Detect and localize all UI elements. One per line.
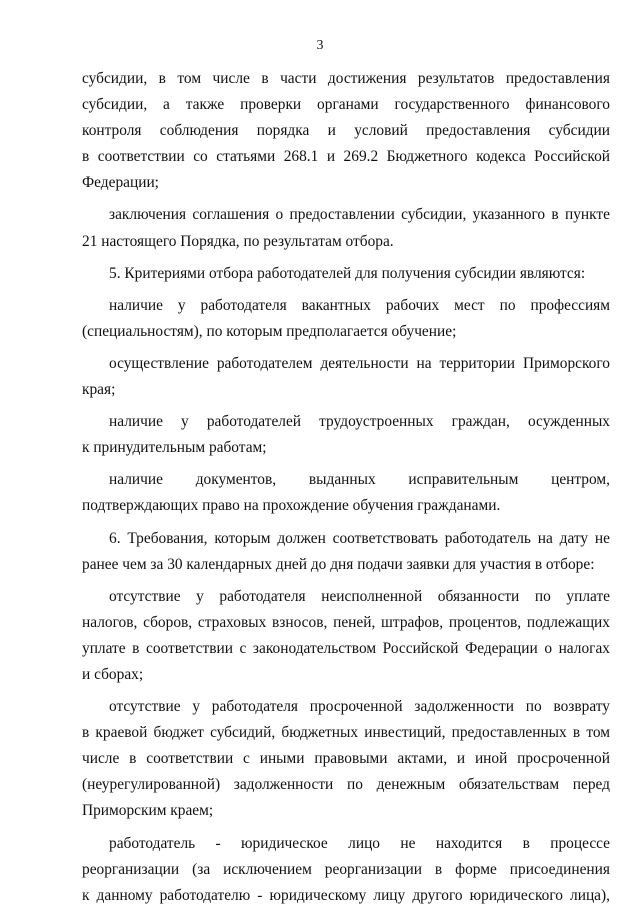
body-text [82,66,610,909]
text-line: (специальностям), по которым предполагается обучение; [82,322,457,340]
text-line: края; [82,381,116,399]
text-line: уплате в соответствии с законодательством Российской Федерации о налогах [82,639,610,657]
text-line: осуществление работодателем деятельности на территории Приморского [109,354,610,372]
text-line: отсутствие у работодателя неисполненной обязанности по уплате [109,587,610,605]
text-line: наличие у работодателя вакантных рабочих мест по профессиям [109,296,610,314]
text-line: числе в соответствии с иными правовыми актами, и иной просроченной [82,750,610,768]
text-line: заключения соглашения о предоставлении субсидии, указанного в пункте [109,206,610,224]
text-line: 21 настоящего Порядка, по результатам отбора. [82,232,394,250]
text-line: наличие документов, выданных исправительным центром, [109,471,610,489]
text-line: (неурегулированной) задолженности по денежным обязательствам перед [82,776,610,794]
text-line: в соответствии со статьями 268.1 и 269.2 Бюджетного кодекса Российской [82,148,610,166]
page-number: 3 [316,38,324,53]
text-line: 5. Критериями отбора работодателей для получения субсидии являются: [109,264,586,282]
text-line: и сборах; [82,665,144,683]
text-line: Федерации; [82,174,159,192]
text-line: субсидии, в том числе в части достижения результатов предоставления [82,70,610,87]
text-line: наличие у работодателей трудоустроенных граждан, осужденных [109,413,610,431]
text-line: работодатель - юридическое лицо не находится в процессе [109,834,610,852]
text-line: контроля соблюдения порядка и условий предоставления субсидии [82,122,610,140]
text-line: в краевой бюджет субсидий, бюджетных инвестиций, предоставленных в том [82,724,610,742]
text-line: отсутствие у работодателя просроченной задолженности по возврату [109,698,610,716]
text-line: 6. Требования, которым должен соответствовать работодатель на дату не [109,529,610,547]
text-line: налогов, сборов, страховых взносов, пеней, штрафов, процентов, подлежащих [82,613,610,631]
text-line: подтверждающих право на прохождение обучения гражданами. [82,497,501,515]
text-line: к принудительным работам; [82,439,267,457]
text-line: ранее чем за 30 календарных дней до дня подачи заявки для участия в отборе: [82,555,595,573]
text-line: субсидии, а также проверки органами государственного финансового [82,96,610,114]
text-line: Приморским краем; [82,802,214,820]
text-line: реорганизации (за исключением реорганизации в форме присоединения [82,860,610,878]
text-line: к данному работодателю - юридическому лицу другого юридического лица), [82,886,610,904]
